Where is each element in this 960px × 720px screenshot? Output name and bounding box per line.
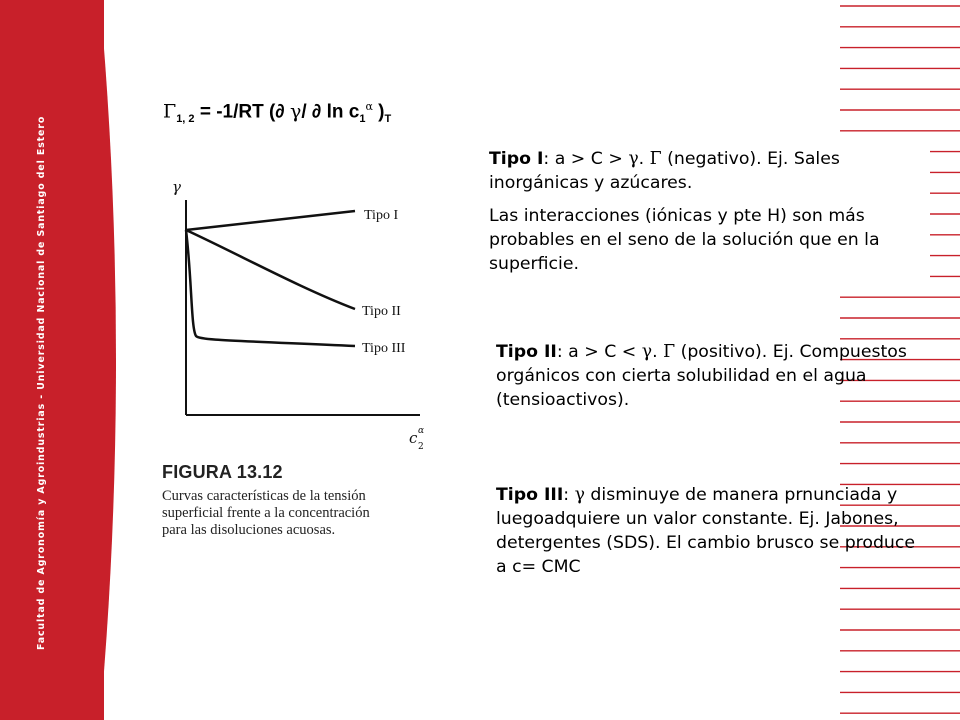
curve-tipo-ii xyxy=(186,230,355,309)
side-label: Facultad de Agronomía y Agroindustrias - Universidad Nacional de Santiago del Estero xyxy=(36,115,47,650)
formula-alpha: α xyxy=(365,100,373,113)
formula-subscript: 1, 2 xyxy=(176,113,195,126)
tipo-ii-text: . xyxy=(652,342,664,362)
curve-tipo-i xyxy=(186,211,355,230)
caption-line: Curvas características de la tensión xyxy=(162,488,366,504)
formula-end: ) xyxy=(372,101,385,123)
formula-middle2: / ∂ ln c xyxy=(301,101,360,123)
formula-end-sub: T xyxy=(384,113,392,126)
curve-label-tipo-iii: Tipo III xyxy=(362,341,406,356)
tipo-i-text: . xyxy=(638,149,650,169)
tipo-ii-text: (positivo). Ej. Compuestos orgánicos con cierta solubilidad en el agua (tensioactivos). xyxy=(496,342,907,410)
tipo-iii-block xyxy=(496,483,926,579)
tipo-iii-text: : xyxy=(563,485,575,505)
gamma-upper-symbol: Γ xyxy=(649,149,662,169)
tipo-i-interactions: Las interacciones (iónicas y pte H) son más probables en el seno de la solución que en la superficie. xyxy=(489,206,880,274)
formula-gamma-small: γ xyxy=(289,100,302,123)
figure-caption xyxy=(162,488,462,539)
curve-label-tipo-i: Tipo I xyxy=(364,208,399,223)
tipo-ii-text: : a > C < xyxy=(556,342,642,362)
formula-gamma: Γ xyxy=(163,100,177,123)
gamma-symbol: γ xyxy=(628,149,639,169)
tipo-iii-paragraph xyxy=(496,483,926,579)
x-axis-label-sub: 2 xyxy=(418,442,424,452)
tipo-iii-text: disminuye de manera prnunciada y luegoadquiere un valor constante. Ej. Jabones, detergentes (SDS). El cambio brusco se produce a c= CMC xyxy=(496,485,916,577)
x-axis-label xyxy=(409,429,418,447)
y-axis-label: γ xyxy=(172,178,181,196)
tipo-iii-label: Tipo III xyxy=(496,485,564,505)
caption-line: para las disoluciones acuosas. xyxy=(162,522,336,538)
surface-excess-formula xyxy=(163,100,391,125)
curve-tipo-iii xyxy=(186,230,355,346)
tipo-i-paragraph xyxy=(489,147,929,195)
tipo-i-block xyxy=(489,147,929,276)
tipo-ii-paragraph xyxy=(496,340,926,412)
curve-label-tipo-ii: Tipo II xyxy=(362,304,401,319)
caption-line: superficial frente a la concentración xyxy=(162,505,370,521)
gamma-upper-symbol: Γ xyxy=(663,342,676,362)
side-band-curve xyxy=(0,0,140,720)
gamma-symbol: γ xyxy=(641,342,653,362)
tipo-ii-label: Tipo II xyxy=(496,342,557,362)
x-axis-label-main: c xyxy=(409,429,418,447)
surface-tension-graph xyxy=(150,170,470,460)
tipo-i-text: (negativo). Ej. Sales inorgánicas y azúcares. xyxy=(489,149,840,193)
tipo-ii-block xyxy=(496,340,926,412)
formula-c-sub: 1 xyxy=(359,113,366,126)
formula-middle: = -1/RT (∂ xyxy=(194,101,290,123)
figure-title: FIGURA 13.12 xyxy=(162,462,283,482)
gamma-symbol: γ xyxy=(574,485,585,505)
x-axis-label-sup: α xyxy=(418,426,425,436)
tipo-i-label: Tipo I xyxy=(489,149,544,169)
figure-13-12 xyxy=(150,170,470,625)
tipo-i-text: : a > C > xyxy=(543,149,629,169)
